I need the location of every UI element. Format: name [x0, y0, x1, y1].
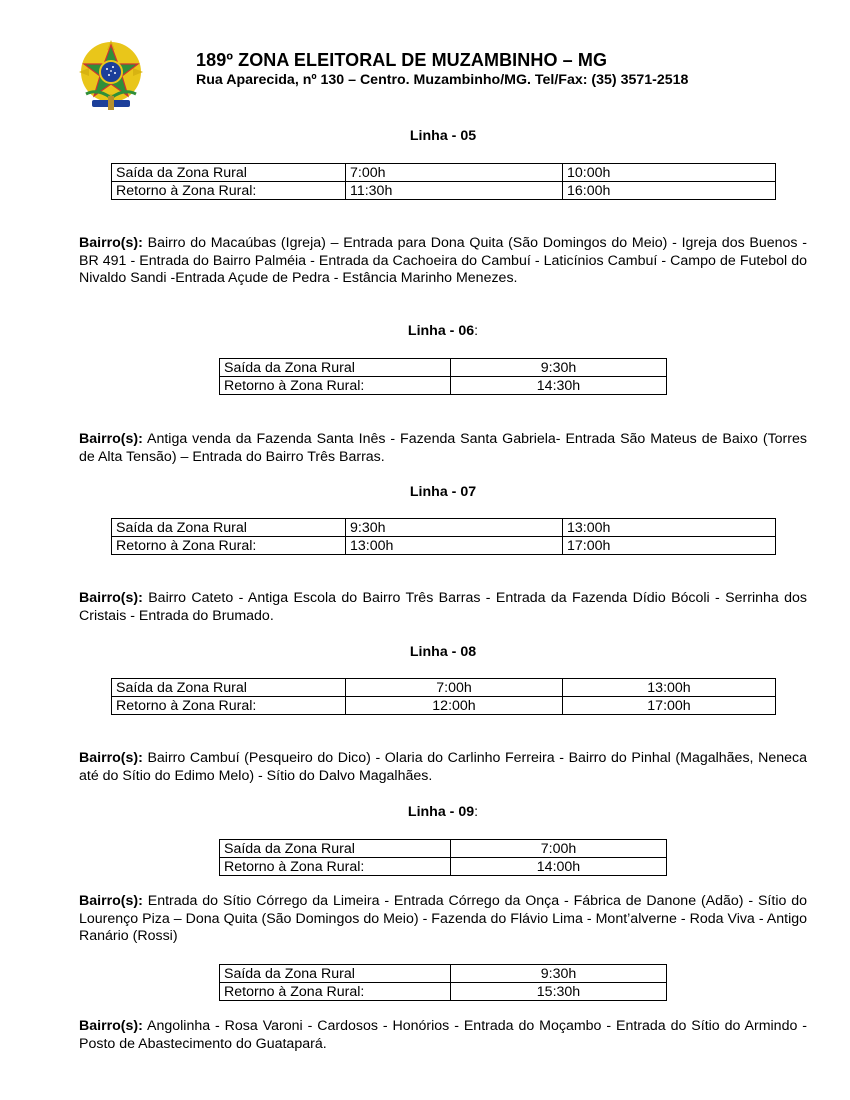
section-title: Linha - 08 [409, 644, 477, 660]
time-cell: 9:30h [451, 359, 667, 377]
schedule-table [219, 839, 667, 876]
table-row [112, 182, 776, 200]
time-cell: 9:30h [451, 965, 667, 983]
table-row [220, 359, 667, 377]
section-title: Linha - 05 [409, 128, 477, 144]
time-cell: 10:00h [563, 164, 776, 182]
table-row [220, 840, 667, 858]
schedule-table [111, 518, 776, 555]
bairro-paragraph: Bairro(s): Bairro do Macaúbas (Igreja) – Entrada para Dona Quita (São Domingos do Meio) - Igreja dos Buenos - BR 491 - Entrada do Bairro Palméia - Entrada da Cachoeira do Cambuí - Laticínios Cambuí - Campo de Futebol do Nivaldo Sandi -Entrada Açude de Pedra - Estância Marinho Menezes. [79, 235, 807, 286]
time-cell: 11:30h [346, 182, 563, 200]
time-cell: 14:30h [451, 377, 667, 395]
section-title: Linha - 07 [409, 484, 477, 500]
saida-label: Saída da Zona Rural [112, 519, 346, 537]
saida-label: Saída da Zona Rural [220, 965, 451, 983]
header-title: 189º ZONA ELEITORAL DE MUZAMBINHO – MG [196, 50, 608, 70]
table-row [220, 858, 667, 876]
time-cell: 7:00h [451, 840, 667, 858]
retorno-label: Retorno à Zona Rural: [112, 182, 346, 200]
time-cell: 12:00h [346, 697, 563, 715]
time-cell: 13:00h [563, 679, 776, 697]
table-row [220, 965, 667, 983]
retorno-label: Retorno à Zona Rural: [220, 858, 451, 876]
section-title: Linha - 06: [407, 323, 479, 339]
bairro-paragraph: Bairro(s): Angolinha - Rosa Varoni - Cardosos - Honórios - Entrada do Moçambo - Entrada do Sítio do Armindo - Posto de Abastecimento do Guatapará. [79, 1018, 807, 1052]
table-row [112, 679, 776, 697]
saida-label: Saída da Zona Rural [220, 359, 451, 377]
schedule-table [219, 358, 667, 395]
table-row [220, 377, 667, 395]
bairro-paragraph: Bairro(s): Entrada do Sítio Córrego da Limeira - Entrada Córrego da Onça - Fábrica de Danone (Adão) - Sítio do Lourenço Piza – Dona Quita (São Domingos do Meio) - Fazenda do Flávio Lima - Mont’alverne - Roda Viva - Antigo Ranário (Rossi) [79, 893, 808, 944]
saida-label: Saída da Zona Rural [112, 679, 346, 697]
retorno-label: Retorno à Zona Rural: [220, 377, 451, 395]
saida-label: Saída da Zona Rural [112, 164, 346, 182]
bairro-paragraph: Bairro(s): Bairro Cambuí (Pesqueiro do Dico) - Olaria do Carlinho Ferreira - Bairro do Pinhal (Magalhães, Neneca até do Sítio do Edimo Melo) - Sítio do Dalvo Magalhães. [79, 750, 807, 784]
table-row [112, 537, 776, 555]
time-cell: 17:00h [563, 537, 776, 555]
section-title: Linha - 09: [407, 804, 479, 820]
brazil-coat-of-arms-icon [78, 38, 144, 112]
time-cell: 7:00h [346, 164, 563, 182]
time-cell: 16:00h [563, 182, 776, 200]
retorno-label: Retorno à Zona Rural: [112, 697, 346, 715]
time-cell: 15:30h [451, 983, 667, 1001]
table-row [220, 983, 667, 1001]
retorno-label: Retorno à Zona Rural: [220, 983, 451, 1001]
schedule-table [111, 163, 776, 200]
schedule-table [219, 964, 667, 1001]
schedule-table [111, 678, 776, 715]
time-cell: 13:00h [346, 537, 563, 555]
time-cell: 9:30h [346, 519, 563, 537]
header-address: Rua Aparecida, nº 130 – Centro. Muzambinho/MG. Tel/Fax: (35) 3571-2518 [196, 72, 689, 88]
bairro-paragraph: Bairro(s): Bairro Cateto - Antiga Escola do Bairro Três Barras - Entrada da Fazenda Dídio Bócoli - Serrinha dos Cristais - Entrada do Brumado. [79, 590, 807, 624]
bairro-paragraph: Bairro(s): Antiga venda da Fazenda Santa Inês - Fazenda Santa Gabriela- Entrada São Mateus de Baixo (Torres de Alta Tensão) – Entrada do Bairro Três Barras. [79, 431, 807, 465]
time-cell: 7:00h [346, 679, 563, 697]
time-cell: 17:00h [563, 697, 776, 715]
table-row [112, 164, 776, 182]
time-cell: 13:00h [563, 519, 776, 537]
table-row [112, 697, 776, 715]
retorno-label: Retorno à Zona Rural: [112, 537, 346, 555]
time-cell: 14:00h [451, 858, 667, 876]
saida-label: Saída da Zona Rural [220, 840, 451, 858]
table-row [112, 519, 776, 537]
